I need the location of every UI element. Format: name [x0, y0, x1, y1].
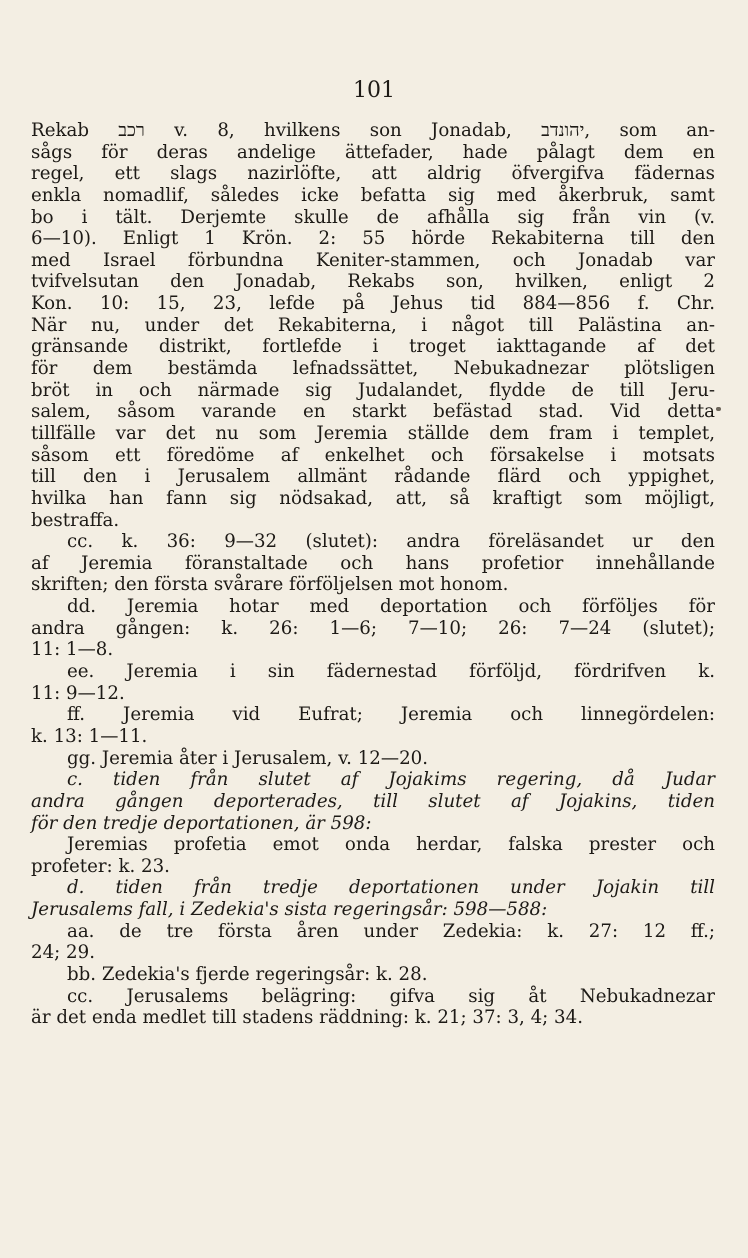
text-line: regel, ett slags nazirlöfte, att aldrig öfvergifva fädernas	[31, 163, 715, 185]
text-line: med Israel förbundna Keniter-stammen, och Jonadab var	[31, 249, 715, 271]
text-line: gg. Jeremia åter i Jerusalem, v. 12—20.	[67, 747, 428, 769]
section-heading-line: andra gången deporterades, till slutet af Jojakins, tiden	[31, 790, 715, 812]
section-heading-line: c. tiden från slutet af Jojakims regering, då Judar	[67, 769, 715, 791]
text-line: skriften; den första svårare förföljelsen mot honom.	[31, 574, 509, 596]
text-line: är det enda medlet till stadens räddning: k. 21; 37: 3, 4; 34.	[31, 1007, 583, 1029]
text-line: k. 13: 1—11.	[31, 725, 148, 747]
text-line: bb. Zedekia's fjerde regeringsår: k. 28.	[67, 963, 428, 985]
text-line: salem, såsom varande en starkt befästad stad. Vid detta	[31, 401, 715, 423]
text-line: enkla nomadlif, således icke befatta sig med åkerbruk, samt	[31, 184, 715, 206]
text-line: såsom ett föredöme af enkelhet och försakelse i motsats	[31, 444, 715, 466]
text-line: för dem bestämda lefnadssättet, Nebukadnezar plötsligen	[31, 358, 715, 380]
body-text	[31, 120, 715, 1029]
text-line: dd. Jeremia hotar med deportation och förföljes för	[67, 596, 715, 618]
text-line: Kon. 10: 15, 23, lefde på Jehus tid 884—856 f. Chr.	[31, 293, 715, 315]
text-line: bestraffa.	[31, 509, 120, 531]
text-line: profeter: k. 23.	[31, 855, 170, 877]
text-line: andra gången: k. 26: 1—6; 7—10; 26: 7—24 (slutet);	[31, 617, 715, 639]
text-line: cc. Jerusalems belägring: gifva sig åt Nebukadnezar	[67, 985, 715, 1007]
text-line: tillfälle var det nu som Jeremia ställde dem fram i templet,	[31, 422, 715, 444]
text-line: cc. k. 36: 9—32 (slutet): andra föreläsandet ur den	[67, 531, 715, 553]
text-line: bo i tält. Derjemte skulle de afhålla sig från vin (v.	[31, 206, 715, 228]
text-line: Jeremias profetia emot onda herdar, falska prester och	[67, 834, 715, 856]
text-line: till den i Jerusalem allmänt rådande flärd och yppighet,	[31, 466, 715, 488]
text-line: ff. Jeremia vid Eufrat; Jeremia och linnegördelen:	[67, 704, 715, 726]
text-line: af Jeremia föranstaltade och hans profetior innehållande	[31, 552, 715, 574]
text-line: 11: 1—8.	[31, 639, 114, 661]
text-line: Rekab רכב v. 8, hvilkens son Jonadab, יהונדב, som an-	[31, 120, 715, 141]
section-heading-line: för den tredje deportationen, är 598:	[31, 812, 372, 834]
text-line: tvifvelsutan den Jonadab, Rekabs son, hvilken, enligt 2	[31, 271, 715, 293]
text-line: ee. Jeremia i sin fädernestad förföljd, fördrifven k.	[67, 661, 715, 683]
text-line: gränsande distrikt, fortlefde i troget iakttagande af det	[31, 336, 715, 358]
page-number: 101	[353, 78, 395, 103]
text-line: 24; 29.	[31, 942, 95, 964]
text-line: sågs för deras andelige ättefader, hade pålagt dem en	[31, 141, 715, 163]
text-line: När nu, under det Rekabiterna, i något till Palästina an-	[31, 314, 715, 336]
text-line: 11: 9—12.	[31, 682, 125, 704]
section-heading-line: Jerusalems fall, i Zedekia's sista regeringsår: 598—588:	[31, 899, 548, 921]
margin-speck	[716, 407, 721, 411]
text-line: bröt in och närmade sig Judalandet, flydde de till Jeru-	[31, 379, 715, 401]
text-line: aa. de tre första åren under Zedekia: k. 27: 12 ff.;	[67, 920, 715, 942]
section-heading-line: d. tiden från tredje deportationen under Jojakin till	[67, 877, 715, 899]
text-line: 6—10). Enligt 1 Krön. 2: 55 hörde Rekabiterna till den	[31, 228, 715, 250]
text-line: hvilka han fann sig nödsakad, att, så kraftigt som möjligt,	[31, 487, 715, 509]
